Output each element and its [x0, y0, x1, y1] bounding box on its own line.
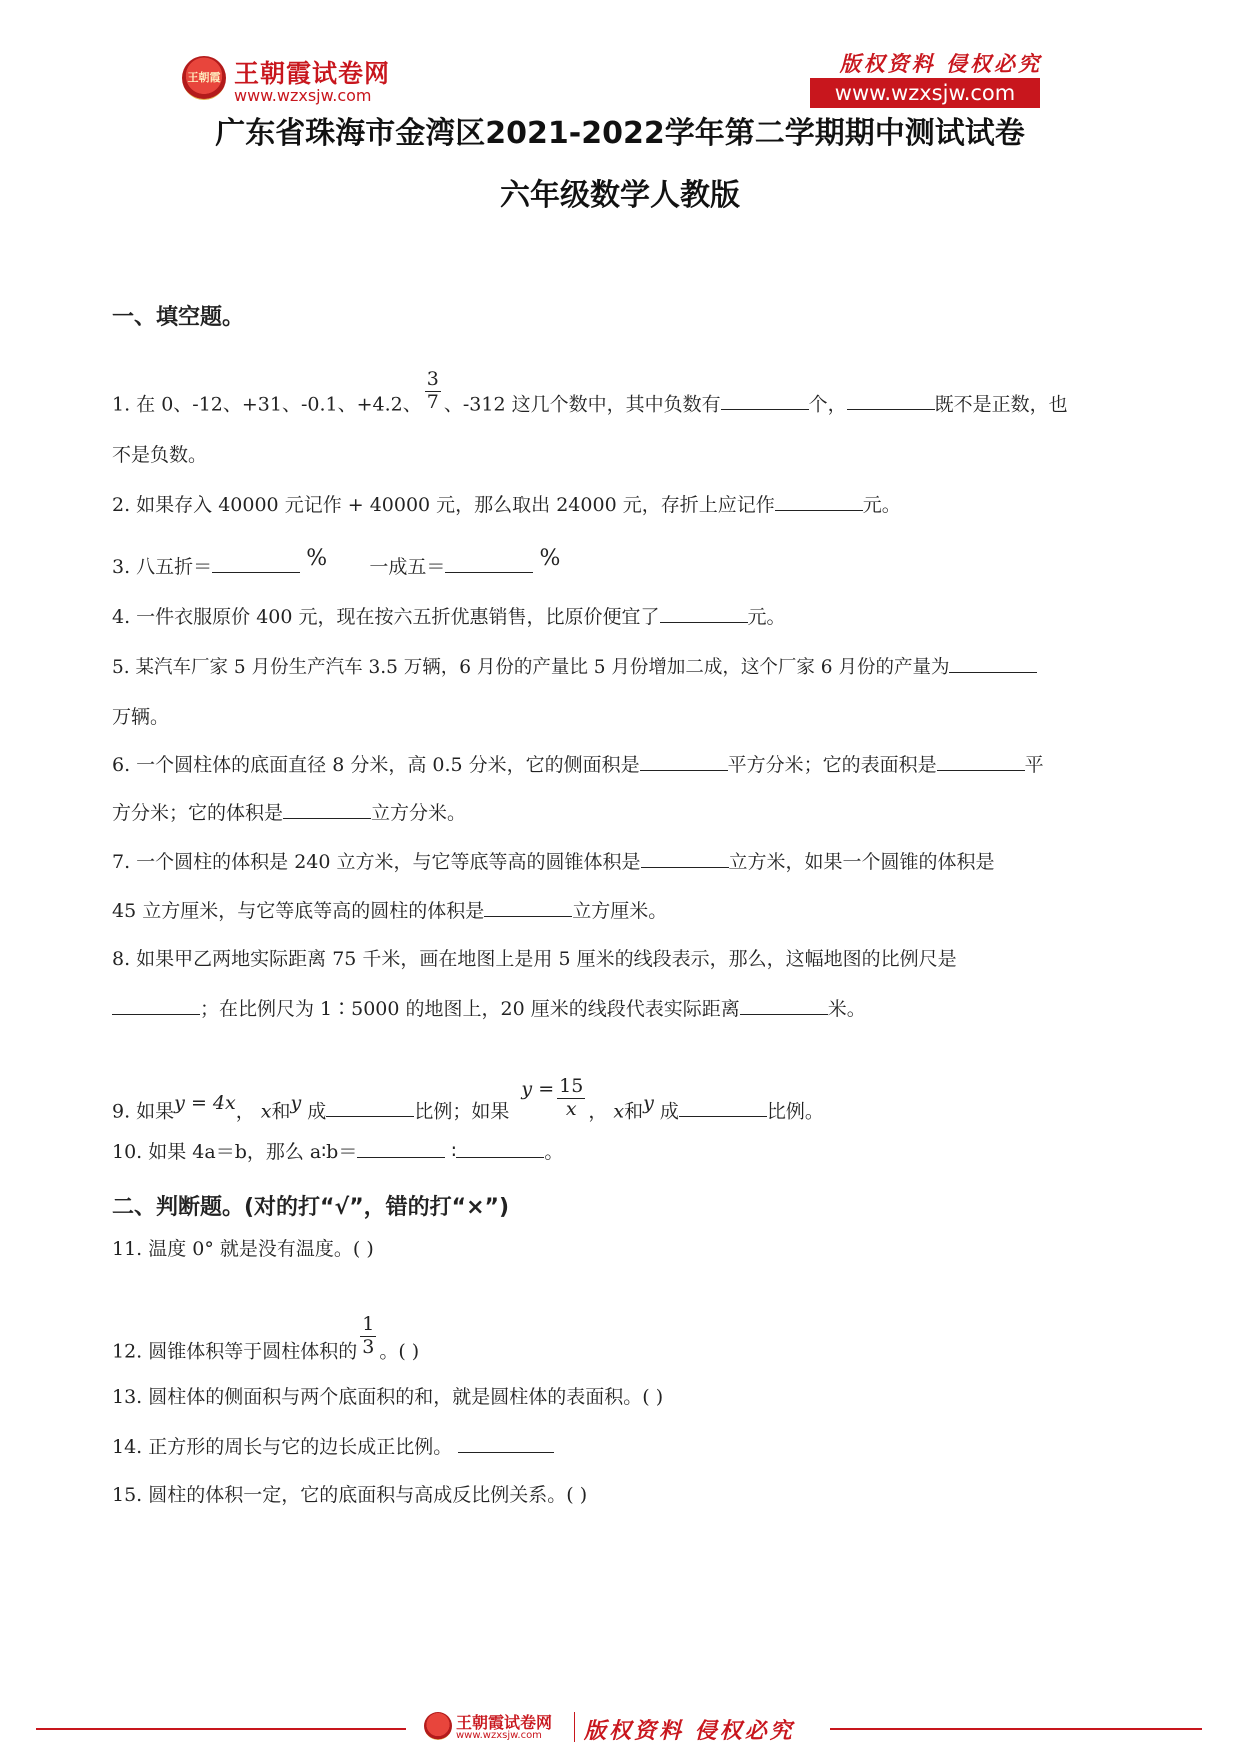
q4-text-b: 元。 — [747, 606, 786, 628]
q6-blank-3[interactable] — [283, 802, 371, 819]
q8-blank-1[interactable] — [112, 998, 200, 1015]
q4-text-a: 4. 一件衣服原价 400 元，现在按六五折优惠销售，比原价便宜了 — [112, 606, 660, 628]
question-1-cont: 不是负数。 — [112, 444, 208, 466]
footer-seal-icon — [424, 1712, 452, 1740]
q10-blank-2[interactable] — [456, 1141, 544, 1158]
q1-fraction — [425, 369, 441, 414]
q3-blank-2[interactable] — [445, 556, 533, 573]
q7-text-a: 7. 一个圆柱的体积是 240 立方米，与它等底等高的圆锥体积是 — [112, 851, 641, 873]
question-6-cont — [112, 802, 466, 825]
q3-percent-2: % — [539, 546, 561, 571]
q2-blank[interactable] — [775, 494, 863, 511]
header-logo — [182, 52, 412, 110]
q3-blank-1[interactable] — [212, 556, 300, 573]
q9-blank-2[interactable] — [679, 1100, 767, 1117]
q2-text-b: 元。 — [862, 494, 901, 516]
question-4 — [112, 606, 786, 629]
q6-text-d: 方分米；它的体积是 — [112, 802, 284, 824]
question-8-cont — [112, 998, 866, 1021]
q6-blank-1[interactable] — [640, 754, 728, 771]
footer-name: 王朝霞试卷网 — [456, 1713, 553, 1732]
question-12 — [112, 1313, 420, 1375]
q1-text-b: 、-312 这几个数中，其中负数有 — [443, 393, 721, 416]
question-6 — [112, 754, 1044, 777]
q9-text-c: 成 — [307, 1100, 327, 1123]
q9-var-x: x — [260, 1100, 272, 1123]
question-10 — [112, 1141, 563, 1164]
q9-text-f: 成 — [659, 1100, 679, 1123]
q5-blank[interactable] — [949, 656, 1037, 673]
q12-text-a: 12. 圆锥体积等于圆柱体积的 — [112, 1340, 358, 1363]
q6-blank-2[interactable] — [937, 754, 1025, 771]
q14-text: 14. 正方形的周长与它的边长成正比例。 — [112, 1436, 453, 1458]
question-5-cont: 万辆。 — [112, 706, 170, 728]
q9-var-y: y — [290, 1092, 302, 1115]
q3-percent-1: % — [306, 546, 328, 571]
q1-frac-num: 3 — [426, 368, 439, 390]
q1-text-a: 1. 在 0、-12、+31、-0.1、+4.2、 — [112, 393, 422, 416]
exam-title: 广东省珠海市金湾区2021-2022学年第二学期期中测试试卷 — [215, 116, 1025, 151]
q9-var-y-2: y — [643, 1092, 654, 1115]
footer-rule-right — [830, 1728, 1202, 1730]
q9-frac-den: x — [565, 1097, 577, 1120]
question-13: 13. 圆柱体的侧面积与两个底面积的和，就是圆柱体的表面积。( ) — [112, 1386, 664, 1408]
section-fill-blank-heading: 一、填空题。 — [112, 305, 245, 330]
q4-blank[interactable] — [660, 606, 748, 623]
q1-text-c: 个， — [808, 393, 847, 416]
q9-text-b: ， — [235, 1100, 255, 1123]
q6-text-c: 平 — [1024, 754, 1044, 776]
question-3 — [112, 546, 561, 580]
q9-equation-1: y = 4x — [174, 1092, 236, 1115]
question-7-cont — [112, 900, 667, 923]
q12-frac-num: 1 — [362, 1313, 375, 1335]
q9-text-a: 9. 如果 — [112, 1100, 175, 1123]
footer-copyright: 版权资料 侵权必究 — [584, 1718, 795, 1744]
q2-text-a: 2. 如果存入 40000 元记作 + 40000 元，那么取出 24000 元，存折上应记作 — [112, 494, 775, 516]
q10-text-b: ∶ — [451, 1141, 457, 1163]
q12-frac-den: 3 — [362, 1335, 375, 1358]
q7-text-c: 45 立方厘米，与它等底等高的圆柱的体积是 — [112, 900, 485, 922]
q9-text-d: 比例；如果 — [414, 1100, 510, 1123]
q10-text-a: 10. 如果 4a＝b，那么 a∶b＝ — [112, 1141, 358, 1163]
question-7 — [112, 851, 995, 874]
footer-rule-left — [36, 1728, 406, 1730]
copyright-stamp — [810, 48, 1050, 110]
q8-text-b: ；在比例尺为 1∶5000 的地图上，20 厘米的线段代表实际距离 — [200, 998, 740, 1020]
question-11: 11. 温度 0° 就是没有温度。( ) — [112, 1238, 374, 1260]
q6-text-e: 立方分米。 — [371, 802, 467, 824]
q12-text-b: 。( ) — [379, 1340, 420, 1363]
stamp-url: www.wzxsjw.com — [810, 78, 1040, 108]
footer-url: www.wzxsjw.com — [456, 1730, 542, 1741]
q6-text-a: 6. 一个圆柱体的底面直径 8 分米，高 0.5 分米，它的侧面积是 — [112, 754, 640, 776]
q1-blank-1[interactable] — [721, 393, 809, 410]
q3-text-a: 3. 八五折＝ — [112, 556, 213, 578]
q1-blank-2[interactable] — [847, 393, 935, 410]
question-2 — [112, 494, 901, 517]
q9-blank-1[interactable] — [326, 1100, 414, 1117]
q6-text-b: 平方分米；它的表面积是 — [727, 754, 937, 776]
q7-text-d: 立方厘米。 — [572, 900, 668, 922]
question-5 — [112, 656, 1037, 679]
q1-frac-den: 7 — [426, 390, 439, 413]
logo-seal-icon: 王朝霞 — [182, 56, 226, 100]
q10-text-c: 。 — [544, 1141, 564, 1163]
q14-blank[interactable] — [458, 1436, 554, 1453]
footer-separator — [574, 1712, 575, 1742]
q8-blank-2[interactable] — [740, 998, 828, 1015]
q9-and-2: 和 — [624, 1100, 644, 1123]
q7-blank-2[interactable] — [484, 900, 572, 917]
q9-equation-2-lhs: y = — [521, 1078, 555, 1101]
stamp-copyright-text: 版权资料 侵权必究 — [839, 51, 1042, 76]
q5-text-a: 5. 某汽车厂家 5 月份生产汽车 3.5 万辆，6 月份的产量比 5 月份增加二成，这个厂家 6 月份的产量为 — [112, 657, 950, 678]
question-14 — [112, 1436, 554, 1459]
q3-text-b: 一成五＝ — [369, 556, 446, 578]
footer-logo — [424, 1710, 824, 1746]
q9-fraction — [557, 1076, 585, 1121]
q8-text-c: 米。 — [827, 998, 866, 1020]
question-8: 8. 如果甲乙两地实际距离 75 千米，画在地图上是用 5 厘米的线段表示，那么，这幅地图的比例尺是 — [112, 948, 957, 970]
logo-name: 王朝霞试卷网 — [234, 59, 391, 88]
q7-text-b: 立方米，如果一个圆锥的体积是 — [728, 851, 995, 873]
q12-fraction — [360, 1314, 376, 1359]
q9-text-g: 比例。 — [766, 1100, 824, 1123]
q9-var-x-2: x — [613, 1100, 625, 1123]
question-9 — [112, 1075, 824, 1135]
q9-text-e: ， — [588, 1100, 608, 1123]
question-15: 15. 圆柱的体积一定，它的底面积与高成反比例关系。( ) — [112, 1484, 588, 1506]
question-1 — [112, 368, 1068, 428]
exam-subtitle: 六年级数学人教版 — [500, 178, 740, 213]
q10-blank-1[interactable] — [357, 1141, 445, 1158]
q9-frac-num: 15 — [559, 1075, 584, 1097]
q1-text-d: 既不是正数，也 — [934, 393, 1068, 416]
q7-blank-1[interactable] — [641, 851, 729, 868]
logo-url: www.wzxsjw.com — [234, 86, 372, 105]
section-true-false-heading: 二、判断题。(对的打“√”，错的打“×”) — [112, 1195, 510, 1220]
q9-and: 和 — [271, 1100, 291, 1123]
